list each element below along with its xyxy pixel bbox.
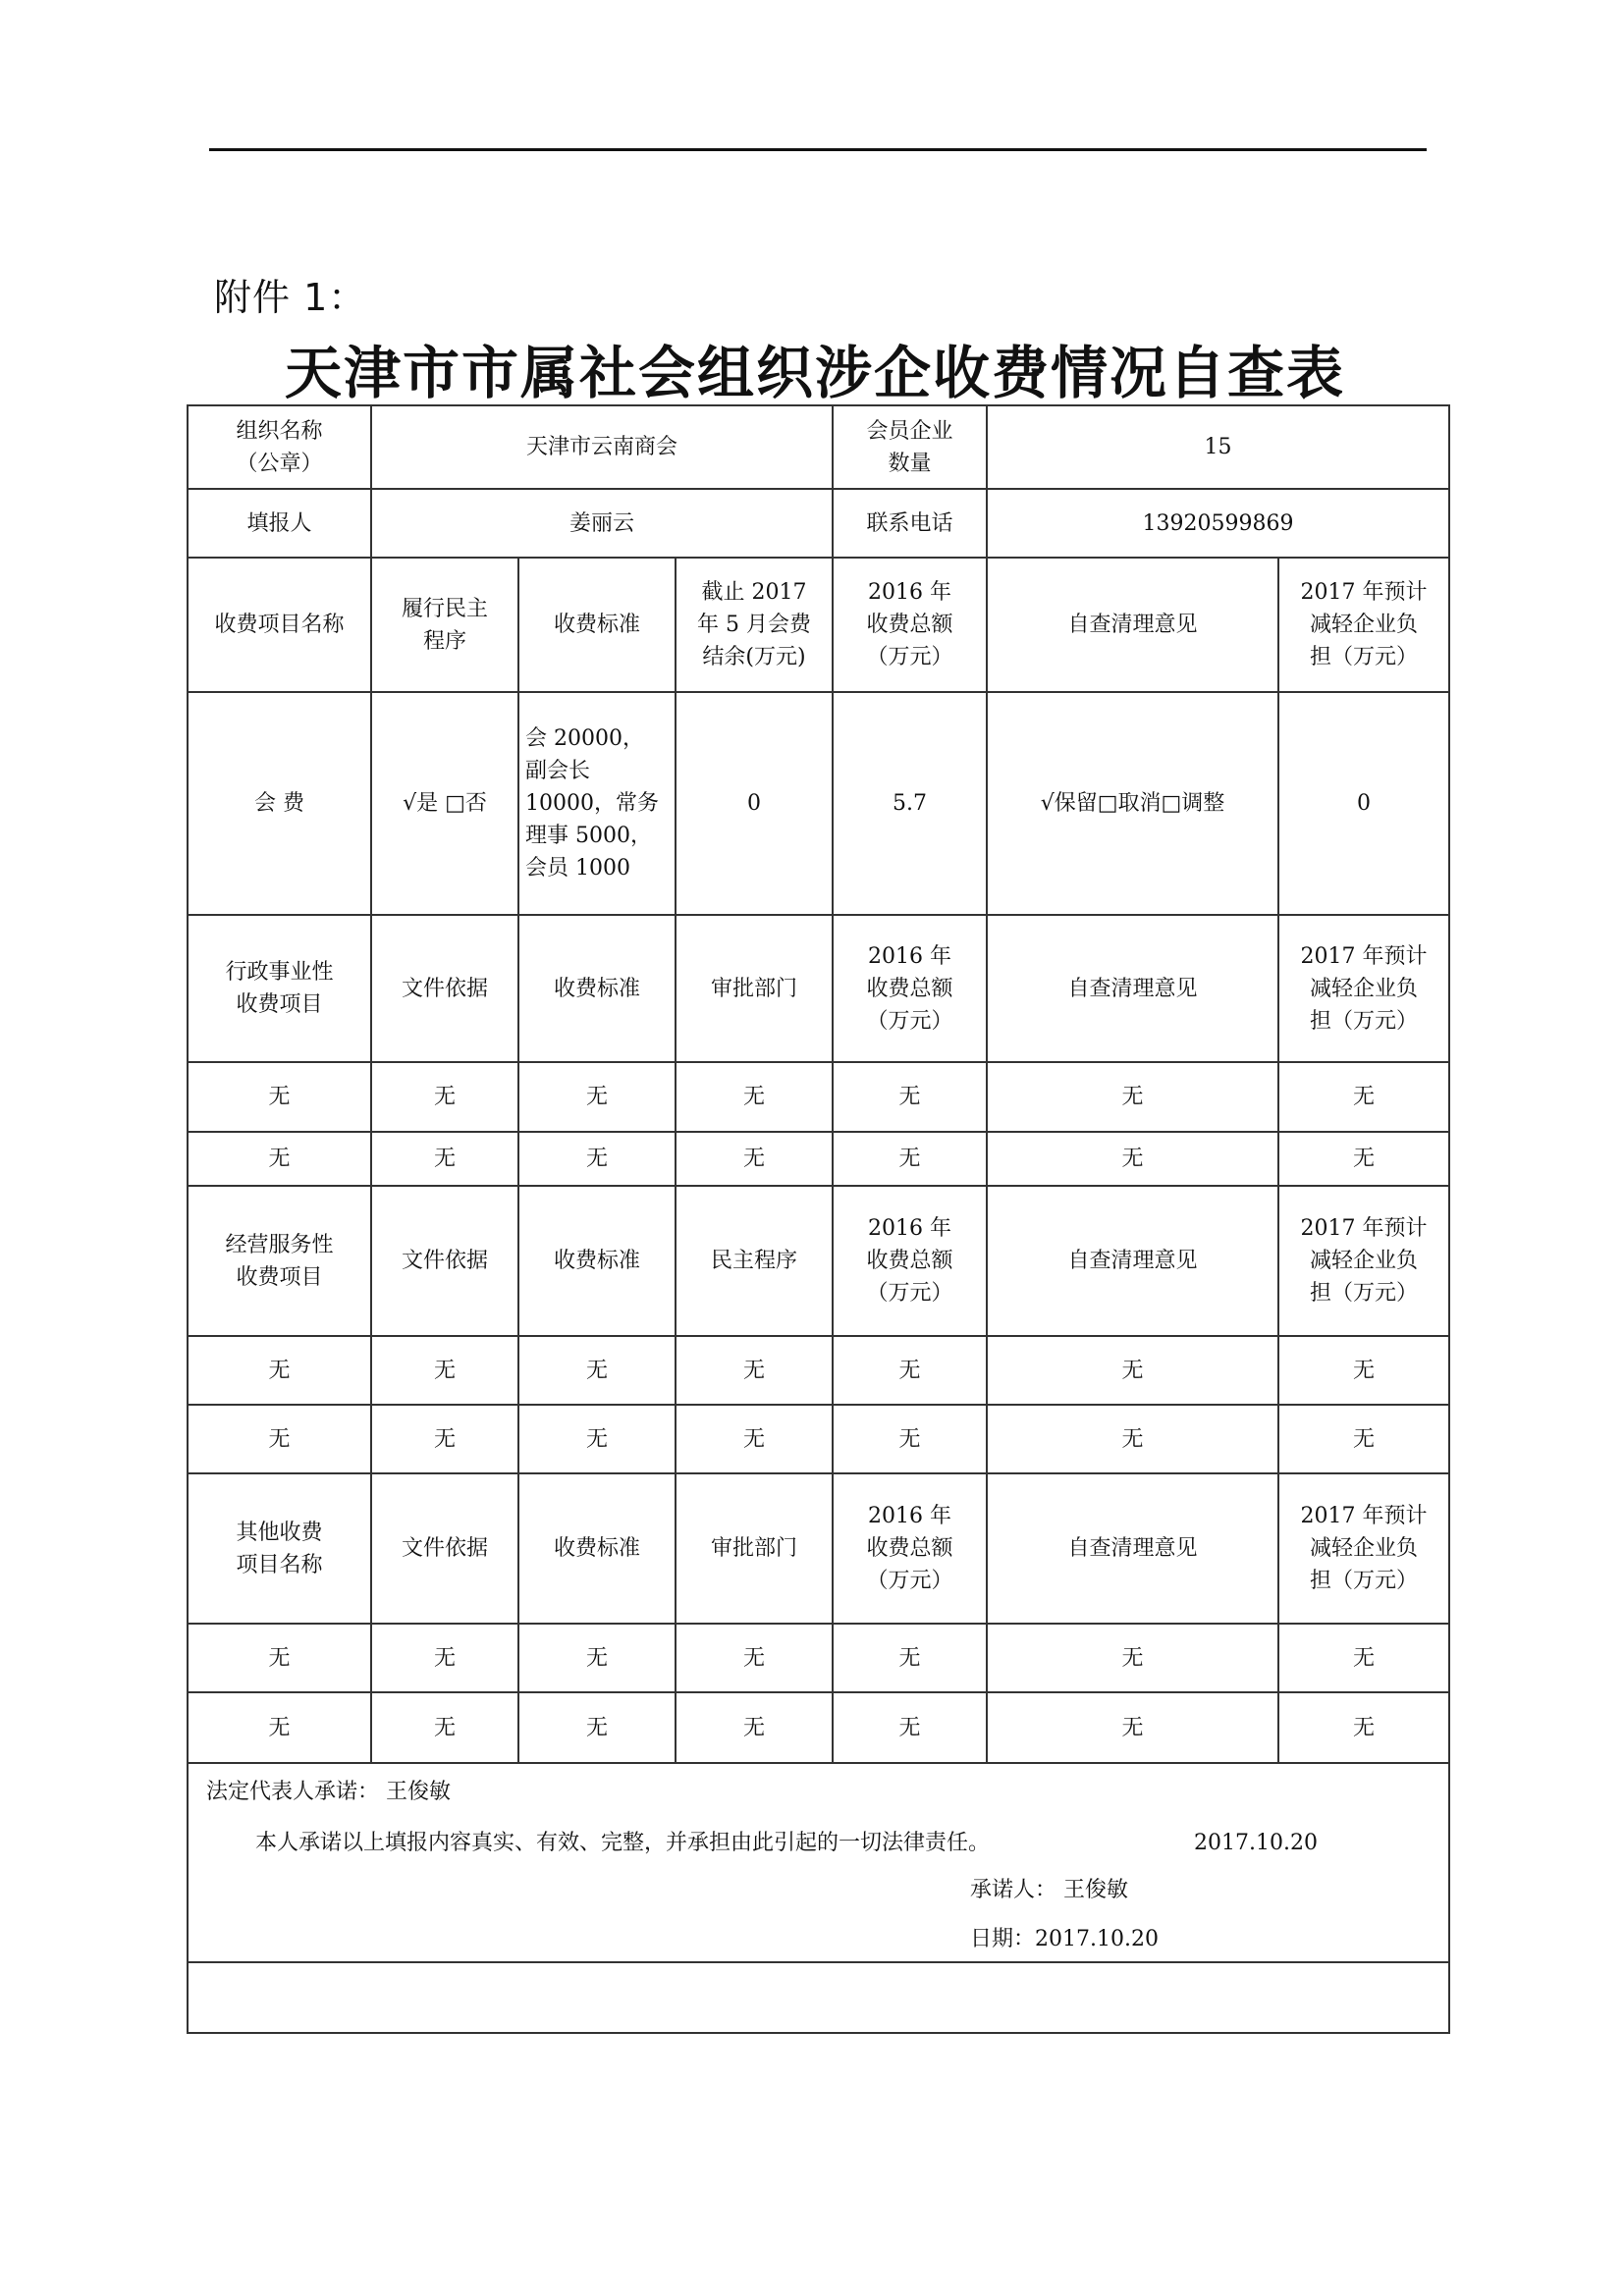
pledge-signer: 承诺人： 王俊敏 [970,1878,1128,1902]
header-cell: 2017 年预计 减轻企业负 担（万元） [1278,915,1449,1062]
pledge-label: 法定代表人承诺： 王俊敏 [206,1780,451,1804]
header-cell: 自查清理意见 [987,1186,1278,1336]
header-cell: 收费标准 [518,1186,676,1336]
member-count-value: 15 [987,405,1449,489]
header-cell: 审批部门 [676,915,833,1062]
phone-label: 联系电话 [833,489,987,558]
table-cell: 无 [188,1062,371,1132]
header-cell: 文件依据 [371,915,518,1062]
header-cell: 自查清理意见 [987,1473,1278,1624]
page-title: 天津市市属社会组织涉企收费情况自查表 [284,340,1345,406]
table-cell: 无 [1278,1062,1449,1132]
table-cell: 无 [987,1336,1278,1405]
table-cell: 无 [371,1336,518,1405]
blank-cell [188,1962,1449,2033]
header-cell: 履行民主 程序 [371,558,518,692]
table-cell: 无 [371,1132,518,1186]
table-cell: 无 [518,1692,676,1763]
table-cell: 无 [833,1062,987,1132]
header-cell: 2017 年预计 减轻企业负 担（万元） [1278,1186,1449,1336]
table-cell: 无 [518,1336,676,1405]
header-cell: 2017 年预计 减轻企业负 担（万元） [1278,1473,1449,1624]
header-cell: 民主程序 [676,1186,833,1336]
pledge-statement-date: 2017.10.20 [1194,1831,1318,1855]
table-cell: 无 [987,1062,1278,1132]
table-cell: 无 [676,1132,833,1186]
header-cell: 行政事业性 收费项目 [188,915,371,1062]
org-name-row [188,405,1449,489]
table-cell: 无 [676,1405,833,1473]
table-cell: 无 [188,1405,371,1473]
table-cell: 无 [1278,1132,1449,1186]
blank-row [188,1962,1449,2033]
table-cell: 无 [371,1405,518,1473]
table-cell: 无 [1278,1336,1449,1405]
table-cell: 无 [188,1624,371,1692]
header-cell: 2016 年 收费总额 （万元） [833,558,987,692]
table-cell: 无 [1278,1624,1449,1692]
table-row [188,1132,1449,1186]
fee-row [188,692,1449,915]
header-cell: 审批部门 [676,1473,833,1624]
table-cell: 无 [518,1624,676,1692]
filler-value: 姜丽云 [371,489,833,558]
header-cell: 2016 年 收费总额 （万元） [833,915,987,1062]
fee-opinion-checkbox: √保留□取消□调整 [987,692,1278,915]
fee-balance: 0 [676,692,833,915]
table-row [188,1336,1449,1405]
attachment-label: 附件 1： [214,276,367,319]
header-cell: 2016 年 收费总额 （万元） [833,1186,987,1336]
table-cell: 无 [518,1062,676,1132]
table-cell: 无 [987,1132,1278,1186]
header-cell: 其他收费 项目名称 [188,1473,371,1624]
header-cell: 截止 2017 年 5 月会费 结余(万元) [676,558,833,692]
table-cell: 无 [188,1692,371,1763]
fee-standard: 会 20000， 副会长 10000，常务 理事 5000， 会员 1000 [518,692,676,915]
table-cell: 无 [833,1132,987,1186]
header-cell: 收费项目名称 [188,558,371,692]
service-header-row [188,1186,1449,1336]
fee-total-2016: 5.7 [833,692,987,915]
header-cell: 经营服务性 收费项目 [188,1186,371,1336]
table-cell: 无 [676,1336,833,1405]
phone-value: 13920599869 [987,489,1449,558]
pledge-row [188,1763,1449,1962]
pledge-statement: 本人承诺以上填报内容真实、有效、完整，并承担由此引起的一切法律责任。 [255,1831,991,1855]
table-row [188,1692,1449,1763]
header-cell: 收费标准 [518,915,676,1062]
table-cell: 无 [371,1692,518,1763]
table-cell: 无 [676,1692,833,1763]
fee-reduction: 0 [1278,692,1449,915]
table-row [188,1405,1449,1473]
filler-label: 填报人 [188,489,371,558]
header-cell: 自查清理意见 [987,558,1278,692]
table-cell: 无 [188,1336,371,1405]
header-cell: 文件依据 [371,1473,518,1624]
table-cell: 无 [676,1062,833,1132]
fee-header-row [188,558,1449,692]
table-cell: 无 [987,1405,1278,1473]
self-check-table [187,404,1450,2034]
table-row [188,1062,1449,1132]
table-cell: 无 [518,1132,676,1186]
democratic-procedure-checkbox: √是 □否 [371,692,518,915]
table-cell: 无 [987,1692,1278,1763]
header-cell: 收费标准 [518,558,676,692]
header-cell: 自查清理意见 [987,915,1278,1062]
table-cell: 无 [371,1624,518,1692]
table-cell: 无 [833,1624,987,1692]
pledge-cell [188,1763,1449,1962]
table-cell: 无 [833,1405,987,1473]
fee-name: 会 费 [188,692,371,915]
other-header-row [188,1473,1449,1624]
table-cell: 无 [833,1336,987,1405]
table-cell: 无 [518,1405,676,1473]
header-cell: 文件依据 [371,1186,518,1336]
org-name-label: 组织名称 （公章） [188,405,371,489]
table-cell: 无 [833,1692,987,1763]
admin-header-row [188,915,1449,1062]
member-count-label: 会员企业 数量 [833,405,987,489]
table-cell: 无 [1278,1692,1449,1763]
table-row [188,1624,1449,1692]
table-cell: 无 [371,1062,518,1132]
table-cell: 无 [987,1624,1278,1692]
org-name-value: 天津市云南商会 [371,405,833,489]
table-cell: 无 [188,1132,371,1186]
table-cell: 无 [676,1624,833,1692]
pledge-date: 日期：2017.10.20 [970,1927,1159,1951]
table-cell: 无 [1278,1405,1449,1473]
header-cell: 2016 年 收费总额 （万元） [833,1473,987,1624]
filler-row [188,489,1449,558]
header-cell: 收费标准 [518,1473,676,1624]
top-rule [209,148,1427,151]
header-cell: 2017 年预计 减轻企业负 担（万元） [1278,558,1449,692]
